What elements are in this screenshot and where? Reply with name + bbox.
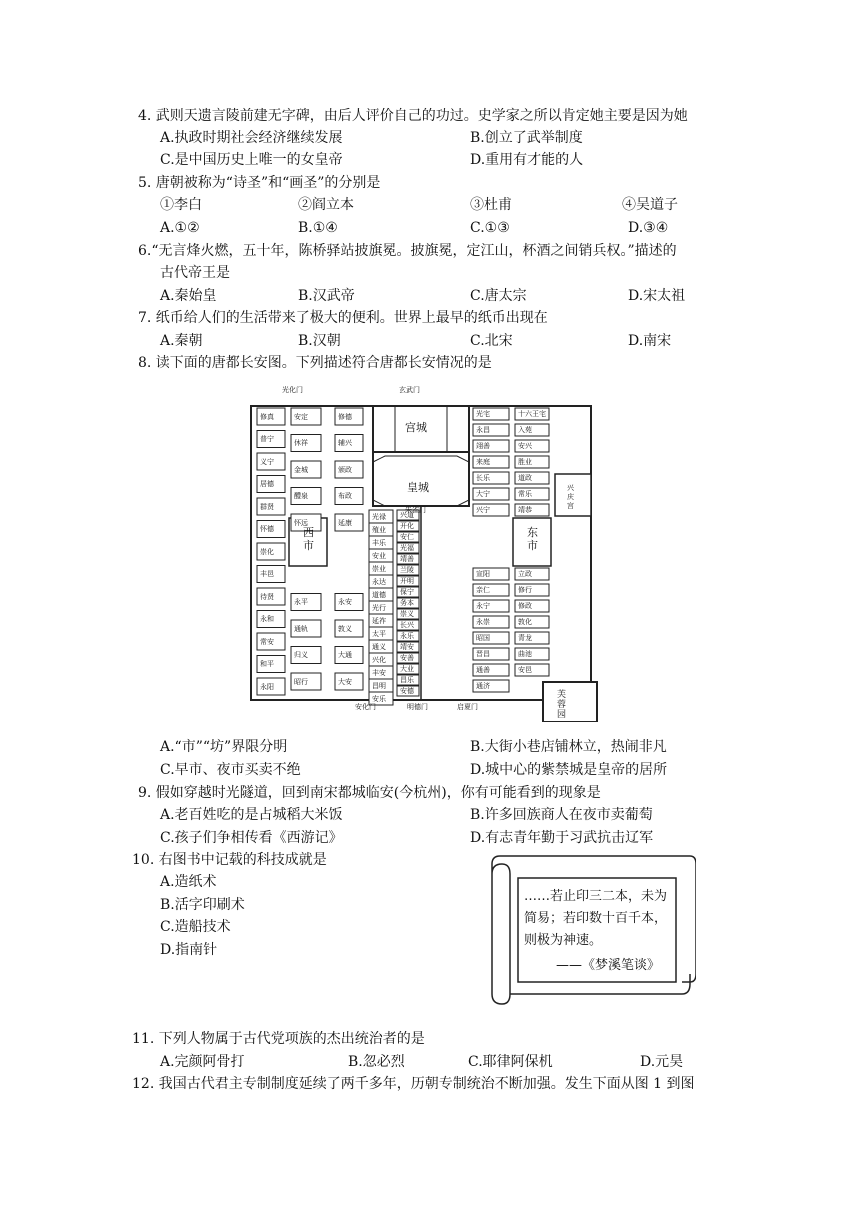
ward-label: 和平: [260, 660, 274, 668]
ward-label: 兴化: [372, 655, 386, 664]
ward-label: 义宁: [260, 457, 274, 466]
question-7-option-a: A.秦朝: [160, 333, 203, 349]
ward-label: 通义: [372, 642, 386, 651]
west-market-label: 西市: [303, 526, 314, 552]
question-5-option-a: A.①②: [160, 220, 200, 236]
ward-label: 长乐: [476, 474, 490, 482]
question-5-item-1: ①李白: [160, 197, 202, 213]
question-10-option-b: B.活字印刷术: [160, 897, 245, 913]
question-11-option-b: B.忽必烈: [348, 1054, 405, 1070]
question-9-option-c: C.孩子们争相传看《西游记》: [160, 830, 343, 846]
east-market-label: 东市: [527, 526, 538, 552]
ward-label: 昌乐: [400, 676, 414, 684]
question-6-stem-line1: 6.“无言烽火燃，五十年，陈桥驿站披旗冕。披旗冕，定江山，杯酒之间销兵权。”描述的: [138, 243, 677, 259]
question-8-option-a: A.“市”“坊”界限分明: [160, 739, 288, 755]
ward-label: 大通: [338, 651, 352, 659]
gate-label-bottom-3: 启夏门: [457, 703, 478, 711]
ward-label: 靖安: [400, 643, 414, 651]
scroll-source: ——《梦溪笔谈》: [556, 958, 661, 973]
ward-label: 通善: [476, 666, 490, 674]
ward-label: 永安: [338, 598, 352, 606]
question-4-option-c: C.是中国历史上唯一的女皇帝: [160, 152, 343, 168]
ward-label: 光福: [400, 544, 414, 552]
question-6-option-b: B.汉武帝: [298, 288, 355, 304]
ward-label: 大业: [400, 665, 414, 673]
ward-label: 殖业: [372, 525, 386, 534]
ward-label: 兰陵: [400, 566, 414, 574]
question-5-stem: 5. 唐朝被称为“诗圣”和“画圣”的分别是: [138, 175, 381, 191]
ward-label: 安兴: [518, 442, 532, 450]
question-5-option-c: C.①③: [470, 220, 510, 236]
ward-label: 曲池: [518, 650, 532, 658]
ward-label: 光禄: [372, 512, 386, 521]
ward-label: 翊善: [476, 442, 490, 450]
ward-label: 昭行: [294, 677, 308, 686]
ward-label: 辅兴: [338, 439, 352, 447]
ward-label: 归义: [294, 651, 308, 659]
changan-map: [247, 378, 599, 722]
ward-label: 大宁: [476, 490, 490, 498]
ward-label: 昌明: [372, 681, 386, 690]
ward-label: 安德: [400, 687, 414, 695]
ward-label: 常乐: [518, 490, 532, 498]
ward-label: 颁政: [338, 465, 352, 474]
ward-label: 靖善: [400, 555, 414, 563]
ward-label: 敦义: [338, 624, 352, 633]
ward-label: 修真: [260, 412, 274, 421]
ward-label: 宣阳: [476, 570, 490, 578]
xingqing-palace-label: 兴庆宫: [567, 484, 574, 510]
ward-label: 安仁: [400, 533, 414, 541]
ward-label: 青龙: [518, 634, 532, 642]
ward-label: 光行: [372, 603, 386, 612]
ward-label: 长兴: [400, 621, 414, 629]
ward-label: 入苑: [518, 426, 532, 434]
ward-label: 居德: [260, 480, 274, 488]
question-8-option-b: B.大街小巷店铺林立，热闹非凡: [470, 739, 667, 755]
question-6-option-d: D.宋太祖: [628, 288, 686, 304]
scroll-quote: ……若止印三二本，未为简易；若印数十百千本，则极为神速。: [524, 889, 668, 948]
ward-label: 永昌: [476, 426, 490, 434]
ward-label: 敦化: [518, 618, 532, 626]
ward-label: 金城: [294, 465, 308, 474]
question-7-option-c: C.北宋: [470, 333, 513, 349]
ward-label: 永平: [294, 598, 308, 606]
question-11-stem: 11. 下列人物属于古代党项族的杰出统治者的是: [132, 1031, 425, 1047]
ward-label: 务本: [400, 599, 414, 607]
question-5-option-d: D.③④: [628, 220, 669, 236]
gate-label-inner: 朱雀门: [405, 506, 426, 514]
ward-label: 胜业: [518, 458, 532, 466]
ward-label: 永达: [372, 577, 386, 586]
question-6-option-c: C.唐太宗: [470, 288, 527, 304]
ward-label: 群贤: [260, 502, 274, 511]
question-11-option-a: A.完颜阿骨打: [160, 1054, 245, 1070]
ward-label: 兴道: [400, 511, 414, 519]
ward-label: 立政: [518, 570, 532, 578]
ward-label: 靖恭: [518, 506, 532, 514]
ward-label: 永阳: [260, 682, 274, 691]
ward-label: 永宁: [476, 602, 490, 610]
palace-city-label: 宫城: [405, 421, 427, 434]
ward-label: 怀远: [294, 518, 308, 527]
question-8-stem: 8. 读下面的唐都长安图。下列描述符合唐都长安情况的是: [138, 355, 492, 371]
ward-label: 延祚: [372, 616, 386, 625]
question-4-option-d: D.重用有才能的人: [470, 152, 584, 168]
ward-label: 常安: [260, 637, 274, 646]
question-9-stem: 9. 假如穿越时光隧道，回到南宋都城临安(今杭州)，你有可能看到的现象是: [138, 785, 601, 801]
gate-label-bottom-1: 安化门: [355, 703, 376, 711]
ward-label: 怀德: [260, 525, 274, 533]
question-5-option-b: B.①④: [298, 220, 338, 236]
ward-label: 休祥: [294, 439, 308, 447]
imperial-city-label: 皇城: [407, 481, 429, 494]
question-4-option-b: B.创立了武举制度: [470, 130, 583, 146]
question-5-item-2: ②阎立本: [298, 197, 354, 213]
ward-label: 安乐: [372, 694, 386, 703]
question-9-option-b: B.许多回族商人在夜市卖葡萄: [470, 807, 653, 823]
ward-label: 亲仁: [476, 586, 490, 594]
mengxi-bitan-scroll: [486, 854, 696, 1006]
ward-label: 丰安: [372, 668, 386, 677]
question-12-stem: 12. 我国古代君主专制制度延续了两千多年，历朝专制统治不断加强。发生下面从图 1 到图: [132, 1076, 695, 1092]
ward-label: 保宁: [400, 588, 414, 596]
question-10-option-c: C.造船技术: [160, 919, 231, 935]
ward-label: 十六王宅: [518, 410, 546, 418]
question-8-option-d: D.城中心的紫禁城是皇帝的居所: [470, 762, 668, 778]
ward-label: 通济: [476, 682, 490, 690]
question-9-option-a: A.老百姓吃的是占城稻大米饭: [160, 807, 343, 823]
gate-label-bottom-2: 明德门: [407, 703, 428, 711]
ward-label: 延康: [338, 518, 352, 527]
ward-label: 大安: [338, 677, 352, 686]
ward-label: 来庭: [476, 458, 490, 466]
ward-label: 兴宁: [476, 506, 490, 514]
ward-label: 太平: [372, 629, 386, 638]
question-8-option-c: C.早市、夜市买卖不绝: [160, 762, 301, 778]
ward-label: 通轨: [294, 624, 308, 633]
ward-label: 修行: [518, 586, 532, 594]
question-6-option-a: A.秦始皇: [160, 288, 217, 304]
ward-label: 崇义: [400, 610, 414, 618]
ward-label: 安善: [400, 654, 414, 662]
furong-garden-label: 芙蓉园: [557, 690, 567, 720]
ward-label: 道德: [372, 590, 386, 599]
ward-label: 安业: [372, 551, 386, 560]
ward-label: 普宁: [260, 435, 274, 443]
question-9-option-d: D.有志青年勤于习武抗击辽军: [470, 830, 654, 846]
question-4-option-a: A.执政时期社会经济继续发展: [160, 130, 343, 146]
ward-label: 崇化: [260, 547, 274, 556]
ward-label: 醴泉: [294, 492, 308, 500]
ward-label: 安定: [294, 412, 308, 421]
ward-label: 永崇: [476, 618, 490, 626]
ward-label: 永乐: [400, 632, 414, 640]
ward-label: 布政: [338, 492, 352, 500]
ward-label: 永和: [260, 615, 274, 623]
ward-label: 修政: [518, 602, 532, 610]
question-7-option-b: B.汉朝: [298, 333, 341, 349]
question-11-option-c: C.耶律阿保机: [468, 1054, 553, 1070]
gate-label-top-left: 光化门: [282, 386, 303, 394]
gate-label-top-mid: 玄武门: [399, 386, 420, 394]
question-10-stem: 10. 右图书中记载的科技成就是: [132, 852, 327, 868]
ward-label: 安邑: [518, 666, 532, 674]
ward-label: 光宅: [476, 410, 490, 418]
question-4-stem: 4. 武则天遗言陵前建无字碑，由后人评价自己的功过。史学家之所以肯定她主要是因为她: [138, 108, 688, 124]
ward-label: 道政: [518, 474, 532, 482]
ward-label: 开明: [400, 577, 414, 585]
question-10-option-d: D.指南针: [160, 942, 218, 958]
question-5-item-3: ③杜甫: [470, 197, 512, 213]
question-10-option-a: A.造纸术: [160, 874, 217, 890]
ward-label: 晋昌: [476, 650, 490, 658]
question-5-item-4: ④吴道子: [622, 197, 678, 213]
ward-label: 丰乐: [372, 538, 386, 547]
question-7-option-d: D.南宋: [628, 333, 672, 349]
ward-label: 开化: [400, 522, 414, 530]
ward-label: 崇业: [372, 564, 386, 573]
question-6-stem-line2: 古代帝王是: [160, 265, 230, 281]
question-7-stem: 7. 纸币给人们的生活带来了极大的便利。世界上最早的纸币出现在: [138, 310, 548, 326]
ward-label: 丰邑: [260, 570, 274, 578]
question-11-option-d: D.元昊: [640, 1054, 684, 1070]
ward-label: 待贤: [260, 592, 274, 601]
ward-label: 修德: [338, 412, 352, 421]
ward-label: 昭国: [476, 634, 490, 642]
